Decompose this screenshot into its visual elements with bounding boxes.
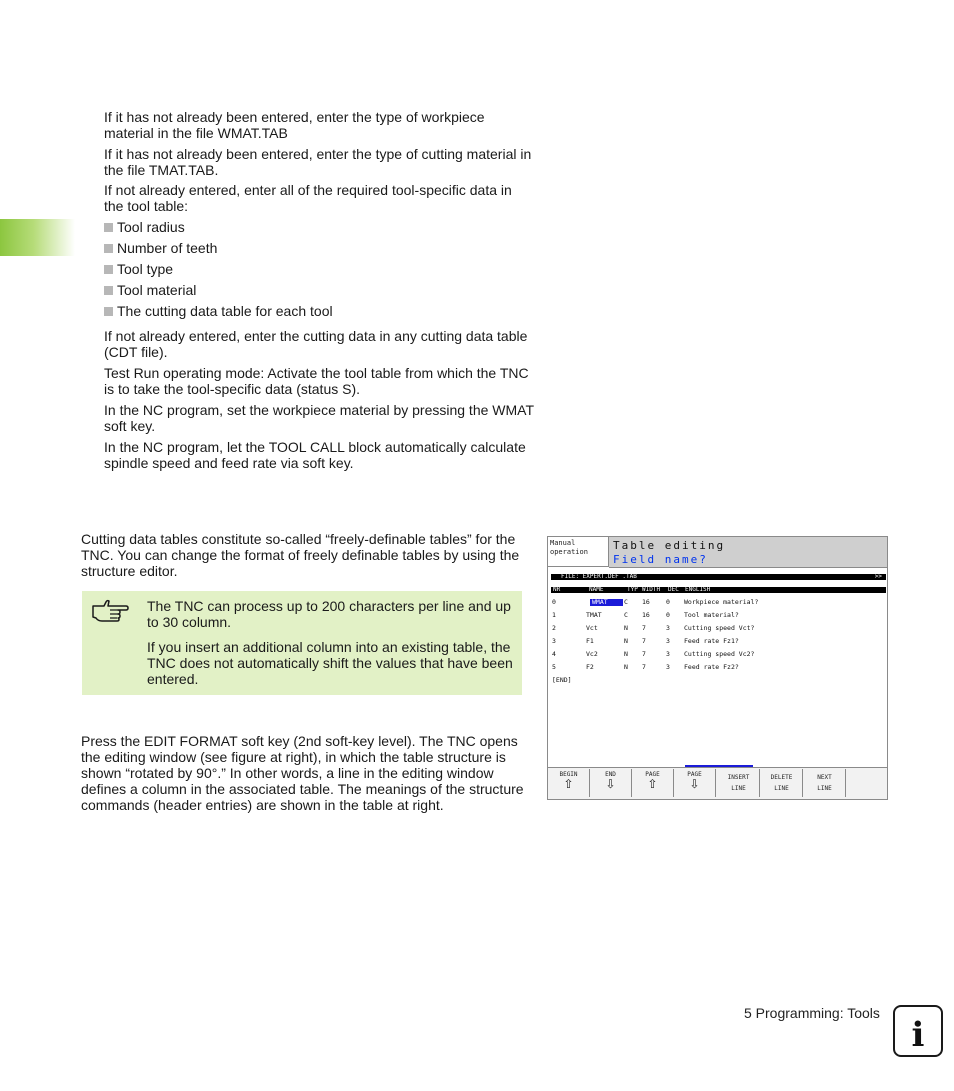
info-letter: i (911, 1015, 925, 1055)
bullet-icon (104, 244, 113, 253)
column-header-bar (551, 587, 886, 593)
chapter-footer: 5 Programming: Tools (744, 1005, 880, 1021)
pointing-hand-icon (90, 597, 130, 623)
list-item: Number of teeth (104, 240, 217, 256)
bullet-icon (104, 286, 113, 295)
arrow-up-icon: ⇧ (563, 777, 574, 791)
screen-prompt: Field name? (613, 553, 708, 566)
step-2: If it has not already been entered, enter the type of cutting material in the file TMAT.TAB. (104, 146, 532, 178)
intro-paragraph: Cutting data tables constitute so-called “freely-definable tables” for the TNC. You can change the format of freely definable tables by using the structure editor. (81, 531, 520, 579)
edit-cursor[interactable]: WMAT (590, 599, 623, 606)
bullet-icon (104, 307, 113, 316)
softkey-end[interactable]: END ⇩ (590, 769, 632, 797)
file-bar (551, 574, 886, 580)
mode-label (548, 537, 609, 567)
screen-title: Table editing (613, 539, 726, 552)
list-item: Tool type (104, 261, 173, 277)
header-name: NAME (589, 586, 604, 593)
mode-line-1: Manual (550, 539, 576, 547)
mode-line-2: operation (550, 548, 588, 556)
softkey-page-up[interactable]: PAGE ⇧ (632, 769, 674, 797)
screen-header (609, 537, 887, 568)
note-text-1: The TNC can process up to 200 characters per line and up to 30 column. (147, 598, 511, 630)
header-nr: NR (553, 586, 561, 593)
header-dec: DEC (668, 586, 679, 593)
arrow-down-icon: ⇩ (605, 777, 616, 791)
note-box (82, 591, 522, 695)
step-5: Test Run operating mode: Activate the tool table from which the TNC is to take the tool-specific data (status S). (104, 365, 529, 397)
softkey-level-indicator (685, 765, 753, 767)
softkey-next-line[interactable]: NEXT LINE (804, 769, 846, 797)
step-7: In the NC program, let the TOOL CALL block automatically calculate spindle speed and feed rate via soft key. (104, 439, 526, 471)
chapter-tab (0, 219, 75, 256)
step-6: In the NC program, set the workpiece material by pressing the WMAT soft key. (104, 402, 534, 434)
list-item: Tool material (104, 282, 196, 298)
bullet-icon (104, 265, 113, 274)
step-1: If it has not already been entered, enter the type of workpiece material in the file WMAT.TAB (104, 109, 485, 141)
tnc-screen-figure: Manual operation Table editing Field name? FILE: EXPERT.DEF .TAB >> NR NAME TYP WIDTH DEC ENGLISH 0 WMAT C 16 0 Workpiece material? 1 TMAT C 16 0 Tool material? 2 Vct N 7 3 Cutting speed Vct? 3 F1 N 7 3 Feed rate Fz1? 4 Vc2 N 7 3 Cutting speed Vc2? 5 F2 N 7 3 Feed rate Fz2? [END] BEGIN ⇧ END ⇩ PAGE ⇧ PAGE ⇩ INSERT LINE DELETE LINE NEXT LINE (547, 536, 888, 800)
softkey-insert-line[interactable]: INSERT LINE (718, 769, 760, 797)
more-indicator: >> (874, 573, 882, 580)
softkey-page-down[interactable]: PAGE ⇩ (674, 769, 716, 797)
step-3: If not already entered, enter all of the required tool-specific data in the tool table: (104, 182, 512, 214)
arrow-up-icon: ⇧ (647, 777, 658, 791)
file-name: FILE: EXPERT.DEF .TAB (561, 573, 637, 580)
edit-format-paragraph: Press the EDIT FORMAT soft key (2nd soft-key level). The TNC opens the editing window (see figure at right), in which the table structure is shown “rotated by 90°.” In other words, a line in the editing window defines a column in the associated table. The meanings of the structure commands (header entries) are shown in the table at right. (81, 733, 524, 813)
note-text-2: If you insert an additional column into an existing table, the TNC does not automatically shift the values that have been entered. (147, 639, 513, 687)
bullet-icon (104, 223, 113, 232)
softkey-bar (548, 767, 887, 799)
softkey-delete-line[interactable]: DELETE LINE (761, 769, 803, 797)
header-typ: TYP (627, 586, 638, 593)
list-item: Tool radius (104, 219, 185, 235)
info-icon (893, 1005, 943, 1057)
header-english: ENGLISH (685, 586, 711, 593)
header-width: WIDTH (642, 586, 661, 593)
softkey-begin[interactable]: BEGIN ⇧ (548, 769, 590, 797)
step-4: If not already entered, enter the cutting data in any cutting data table (CDT file). (104, 328, 528, 360)
list-item: The cutting data table for each tool (104, 303, 333, 319)
arrow-down-icon: ⇩ (689, 777, 700, 791)
